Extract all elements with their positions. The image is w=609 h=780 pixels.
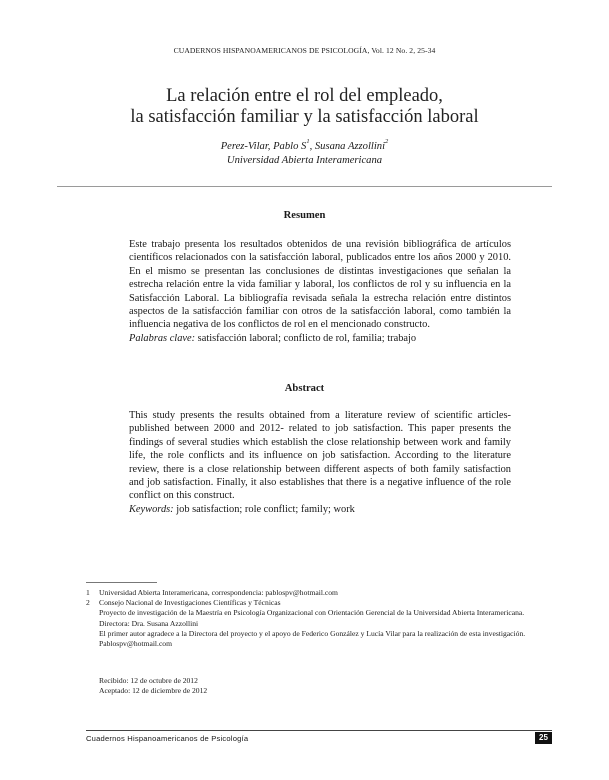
article-title-line-2: la satisfacción familiar y la satisfacción laboral: [130, 107, 479, 127]
resumen-heading: Resumen: [283, 210, 326, 221]
header-divider: [57, 186, 552, 187]
journal-citation-header: CUADERNOS HISPANOAMERICANOS DE PSICOLOGÍA, Vol. 12 No. 2, 25-34: [173, 46, 436, 55]
footnote-2-text: Consejo Nacional de Investigaciones Científicas y Técnicas: [99, 598, 281, 608]
accepted-date: Aceptado: 12 de diciembre de 2012: [99, 686, 208, 696]
article-title: [0, 86, 609, 128]
footer-journal-name: Cuadernos Hispanoamericanos de Psicología: [86, 734, 249, 743]
author-2-name: , Susana Azzollini: [309, 141, 386, 152]
footer-divider: [86, 730, 552, 731]
page-number: 25: [535, 732, 552, 744]
footnote-divider: [86, 582, 157, 583]
footnote-2: [86, 598, 552, 608]
footnotes: [86, 588, 552, 649]
abstract-keywords-label: Keywords:: [129, 503, 174, 515]
abstract-heading: Abstract: [284, 383, 325, 394]
resumen-keywords: [129, 332, 511, 345]
author-2-footnote-marker: 2: [385, 138, 389, 146]
abstract-keywords-list: job satisfaction; role conflict; family; work: [173, 503, 355, 515]
author-block: [0, 140, 609, 168]
resumen-keywords-list: satisfacción laboral; conflicto de rol, familia; trabajo: [195, 332, 417, 344]
abstract-keywords: [129, 503, 511, 516]
footnote-2-project: Proyecto de investigación de la Maestría en Psicología Organizacional con Orientación Gerencial de la Universidad Abierta Interamericana. Directora: Dra. Susana Azzollini: [99, 608, 525, 628]
resumen-section: [129, 238, 511, 345]
author-names: [0, 140, 609, 154]
submission-dates: [99, 676, 207, 696]
author-affiliation: Universidad Abierta Interamericana: [226, 155, 383, 166]
footnote-1-number: 1: [86, 588, 90, 597]
article-title-line-1: La relación entre el rol del empleado,: [166, 86, 443, 106]
footnote-2-number: 2: [86, 598, 90, 608]
resumen-keywords-label: Palabras clave:: [129, 332, 196, 344]
resumen-body: Este trabajo presenta los resultados obtenidos de una revisión bibliográfica de artículos científicos relacionados con la satisfacción laboral, publicados entre los años 2000 y 2010. En el mismo se presentan las conclusiones de distintas investigaciones que señalan la estrecha relación entre la vida familiar y laboral, los conflictos de rol y su influencia en la Satisfacción Laboral. La bibliografía revisada señala la estrecha relación entre distintos aspectos de la satisfacción familiar con otros de la satisfacción laboral, como también la influencia negativa de los conflictos de rol en el mencionado constructo.: [129, 239, 511, 331]
footnote-1: [86, 588, 552, 598]
author-1-name: Perez-Vilar, Pablo S: [220, 141, 307, 152]
footnote-2-email: Pablospv@hotmail.com: [99, 639, 173, 649]
received-date: Recibido: 12 de octubre de 2012: [99, 676, 198, 685]
footnote-1-text: Universidad Abierta Interamericana, correspondencia: pablospv@hotmail.com: [99, 588, 338, 597]
abstract-section: [129, 409, 511, 516]
abstract-body: This study presents the results obtained from a literature review of scientific articles- published between 2000 and 2012- related to job satisfaction. This paper presents the findings of several studies which establish the close relationship between work and family life, the role conflicts and its influence on job satisfaction. According to the literature review, there is a close relationship between different aspects of both family satisfaction and job satisfaction. Finally, it also establishes that there is a negative influence of the role conflict on this construct.: [129, 410, 511, 502]
footnote-2-acknowledgement: El primer autor agradece a la Directora del proyecto y el apoyo de Federico González y Lucía Vilar para la realización de esta investigación.: [99, 628, 526, 638]
author-1-footnote-marker: 1: [306, 138, 310, 146]
